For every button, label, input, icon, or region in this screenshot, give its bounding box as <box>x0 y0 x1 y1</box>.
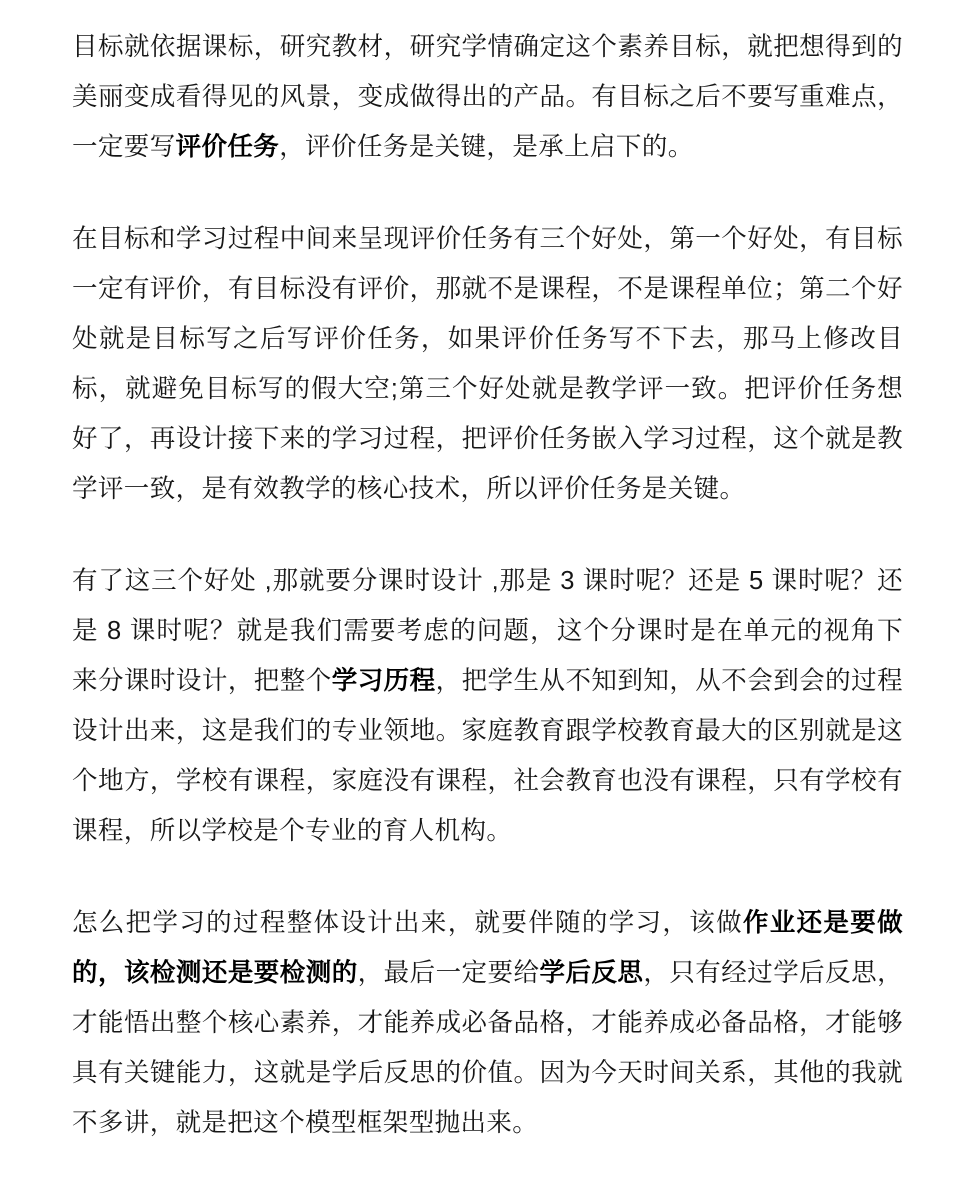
paragraph-3 <box>72 556 903 856</box>
body-text: ，最后一定要给 <box>357 959 540 987</box>
body-text: ，把学生从不知到知，从不会到会的过程设计出来，这是我们的专业领地。家庭教育跟学校教育最大的区别就是这个地方，学校有课程，家庭没有课程，社会教育也没有课程，只有学校有课程，所以学校是个专业的育人机构。 <box>72 667 903 845</box>
body-text: ，评价任务是关键，是承上启下的。 <box>279 133 694 161</box>
emphasis-text: 评价任务 <box>175 133 280 161</box>
body-text: 有了这三个好处 ,那就要分课时设计 ,那是 3 课时呢？还是 5 课时呢？还是 8 课时呢？就是我们需要考虑的问题，这个分课时是在单元的视角下来分课时设计，把整个 <box>72 567 903 695</box>
paragraph-4 <box>72 898 903 1148</box>
body-text: 目标就依据课标，研究教材，研究学情确定这个素养目标，就把想得到的美丽变成看得见的风景，变成做得出的产品。有目标之后不要写重难点，一定要写 <box>72 33 903 161</box>
body-text: 怎么把学习的过程整体设计出来，就要伴随的学习，该做 <box>72 909 743 937</box>
paragraph-2 <box>72 214 903 514</box>
body-text: 在目标和学习过程中间来呈现评价任务有三个好处，第一个好处，有目标一定有评价，有目标没有评价，那就不是课程，不是课程单位；第二个好处就是目标写之后写评价任务，如果评价任务写不下去，那马上修改目标，就避免目标写的假大空;第三个好处就是教学评一致。把评价任务想好了，再设计接下来的学习过程，把评价任务嵌入学习过程，这个就是教学评一致，是有效教学的核心技术，所以评价任务是关键。 <box>72 225 903 503</box>
paragraph-1 <box>72 22 903 172</box>
document-body <box>72 22 903 1148</box>
emphasis-text: 学习历程 <box>331 667 436 695</box>
body-text: ，只有经过学后反思，才能悟出整个核心素养，才能养成必备品格，才能养成必备品格，才能够具有关键能力，这就是学后反思的价值。因为今天时间关系，其他的我就不多讲，就是把这个模型框架型抛出来。 <box>72 959 903 1137</box>
emphasis-text: 学后反思 <box>539 959 644 987</box>
emphasis-text: 作业还是要做的，该检测还是要检测的 <box>72 909 903 987</box>
